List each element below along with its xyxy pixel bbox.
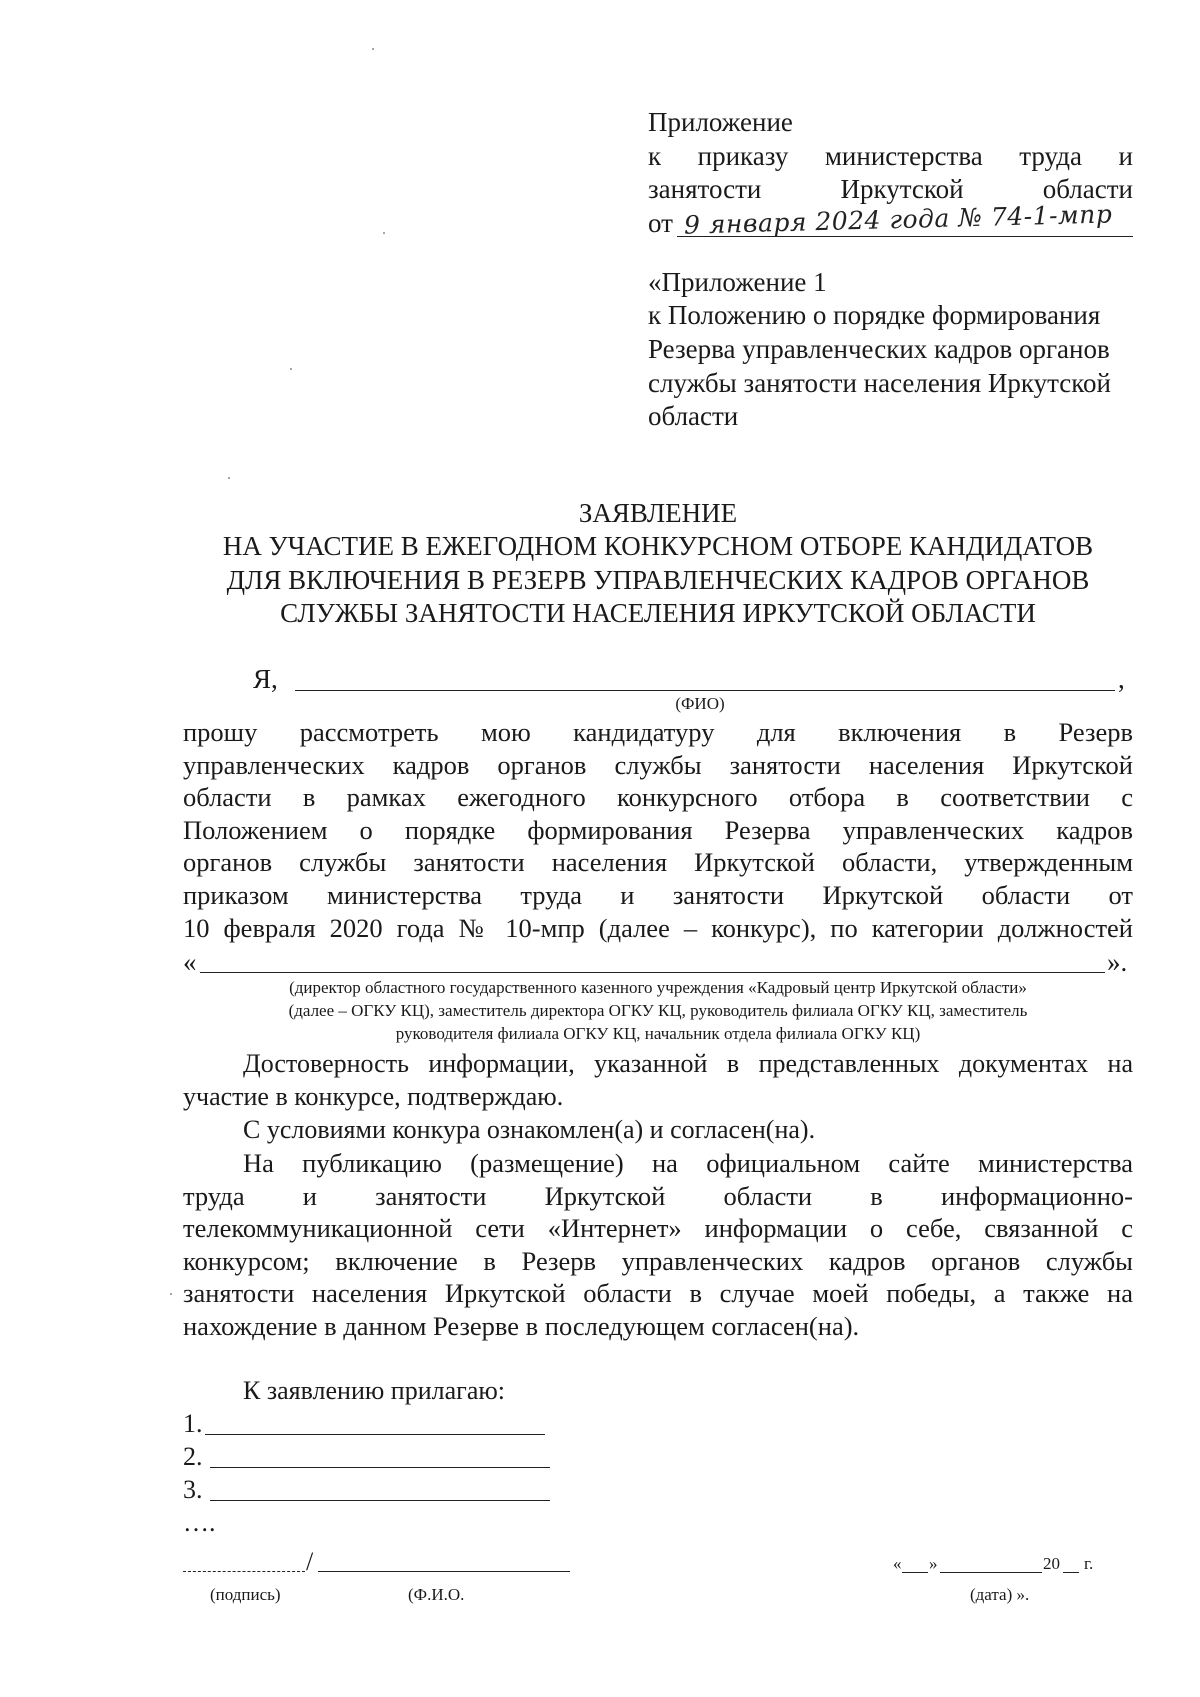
request-line: 10 февраля 2020 года № 10-мпр (далее – конкурс), по категории должностей — [183, 912, 1133, 943]
annex1-line-4: службы занятости населения Иркутской — [648, 368, 1111, 398]
attachment-number-1: 1. — [183, 1409, 203, 1438]
attachment-ellipsis: …. — [183, 1508, 216, 1537]
heading-title: ЗАЯВЛЕНИЕ — [578, 498, 738, 528]
annex1-line-1: «Приложение 1 — [648, 267, 827, 297]
heading-line-3: ДЛЯ ВКЛЮЧЕНИЯ В РЕЗЕРВ УПРАВЛЕНЧЕСКИХ КАДРОВ ОРГАНОВ — [226, 565, 1090, 595]
attachment-field-1[interactable] — [205, 1434, 545, 1435]
handwritten-order-date: 9 января 2024 года № 74-1-мпр — [683, 199, 1113, 240]
signature-caption: (подпись) — [210, 1585, 281, 1604]
date-close-quote: » — [929, 1554, 938, 1573]
request-line: области в рамках ежегодного конкурсного отбора в соответствии с — [183, 782, 1133, 813]
attachment-field-3[interactable] — [210, 1500, 550, 1501]
fio-field-line[interactable] — [295, 690, 1115, 691]
scan-speck — [290, 368, 292, 370]
reliability-line-1: Достоверность информации, указанной в представленных документах на — [243, 1049, 1133, 1078]
attachment-number-2: 2. — [183, 1442, 203, 1471]
reliability-line-2: участие в конкурсе, подтверждаю. — [183, 1082, 564, 1111]
publication-line: конкурсом; включение в Резерв управленческих кадров органов службы — [183, 1245, 1133, 1276]
attachments-title: К заявлению прилагаю: — [243, 1376, 506, 1405]
annex-title: Приложение — [648, 107, 793, 137]
scan-speck — [228, 477, 230, 479]
annex-line-2: к приказу министерства труда и — [648, 141, 1133, 171]
signature-slash: / — [306, 1547, 314, 1576]
category-hint-1: (директор областного государственного казенного учреждения «Кадровый центр Иркутской области» — [289, 978, 1027, 997]
date-open-quote: « — [893, 1554, 902, 1573]
publication-line: телекоммуникационной сети «Интернет» информации о себе, связанной с — [183, 1213, 1133, 1244]
date-caption: (дата) ». — [970, 1585, 1030, 1604]
conditions-text: С условиями конкура ознакомлен(а) и согласен(на). — [243, 1115, 816, 1144]
date-day-field[interactable] — [902, 1572, 928, 1573]
signature-field-line[interactable] — [183, 1571, 305, 1572]
fio-short-caption: (Ф.И.О. — [408, 1585, 465, 1604]
publication-paragraph — [183, 1147, 1133, 1343]
date-year-suffix: г. — [1084, 1554, 1094, 1573]
category-hint-3: руководителя филиала ОГКУ КЦ, начальник отдела филиала ОГКУ КЦ) — [395, 1024, 921, 1043]
category-open-quote: « — [183, 947, 197, 977]
fio-prefix: Я, — [253, 664, 278, 694]
category-hint-2: (далее – ОГКУ КЦ), заместитель директора ОГКУ КЦ, руководитель филиала ОГКУ КЦ, заместитель — [288, 1001, 1028, 1020]
date-year-prefix: 20 — [1043, 1554, 1060, 1573]
annex-line-3: занятости Иркутской области — [648, 174, 1133, 204]
annex1-line-5: области — [648, 401, 739, 431]
scan-speck — [170, 1293, 172, 1295]
publication-line: занятости населения Иркутской области в случае моей победы, а также на — [183, 1278, 1133, 1309]
attachment-number-3: 3. — [183, 1475, 203, 1504]
attachment-field-2[interactable] — [210, 1467, 550, 1468]
annex1-line-2: к Положению о порядке формирования — [648, 300, 1101, 330]
publication-line: На публикацию (размещение) на официальном сайте министерства — [243, 1148, 1133, 1178]
request-line: управленческих кадров органов службы занятости населения Иркутской — [183, 749, 1133, 780]
publication-line: труда и занятости Иркутской области в информационно- — [183, 1180, 1133, 1211]
fio-caption: (ФИО) — [675, 694, 725, 713]
scan-speck — [383, 232, 385, 234]
category-field-line[interactable] — [200, 972, 1105, 973]
request-line: прошу рассмотреть мою кандидатуру для включения в Резерв — [183, 717, 1133, 747]
heading-line-2: НА УЧАСТИЕ В ЕЖЕГОДНОМ КОНКУРСНОМ ОТБОРЕ КАНДИДАТОВ — [222, 531, 1094, 561]
scan-speck — [372, 48, 374, 50]
category-close-quote: ». — [1107, 947, 1128, 977]
heading-line-4: СЛУЖБЫ ЗАНЯТОСТИ НАСЕЛЕНИЯ ИРКУТСКОЙ ОБЛАСТИ — [280, 598, 1036, 628]
signature-fio-field-line[interactable] — [318, 1571, 570, 1572]
fio-suffix: , — [1118, 664, 1125, 694]
date-month-field[interactable] — [940, 1572, 1042, 1573]
request-paragraph — [183, 716, 1133, 944]
annex-from-prefix: от — [648, 208, 673, 238]
annex1-line-3: Резерва управленческих кадров органов — [648, 334, 1110, 364]
request-line: приказом министерства труда и занятости Иркутской области от — [183, 879, 1133, 910]
date-year-field[interactable] — [1063, 1572, 1079, 1573]
request-line: Положением о порядке формирования Резерва управленческих кадров — [183, 814, 1133, 845]
publication-line: нахождение в данном Резерве в последующем согласен(на). — [183, 1310, 860, 1341]
request-line: органов службы занятости населения Иркутской области, утвержденным — [183, 847, 1133, 878]
